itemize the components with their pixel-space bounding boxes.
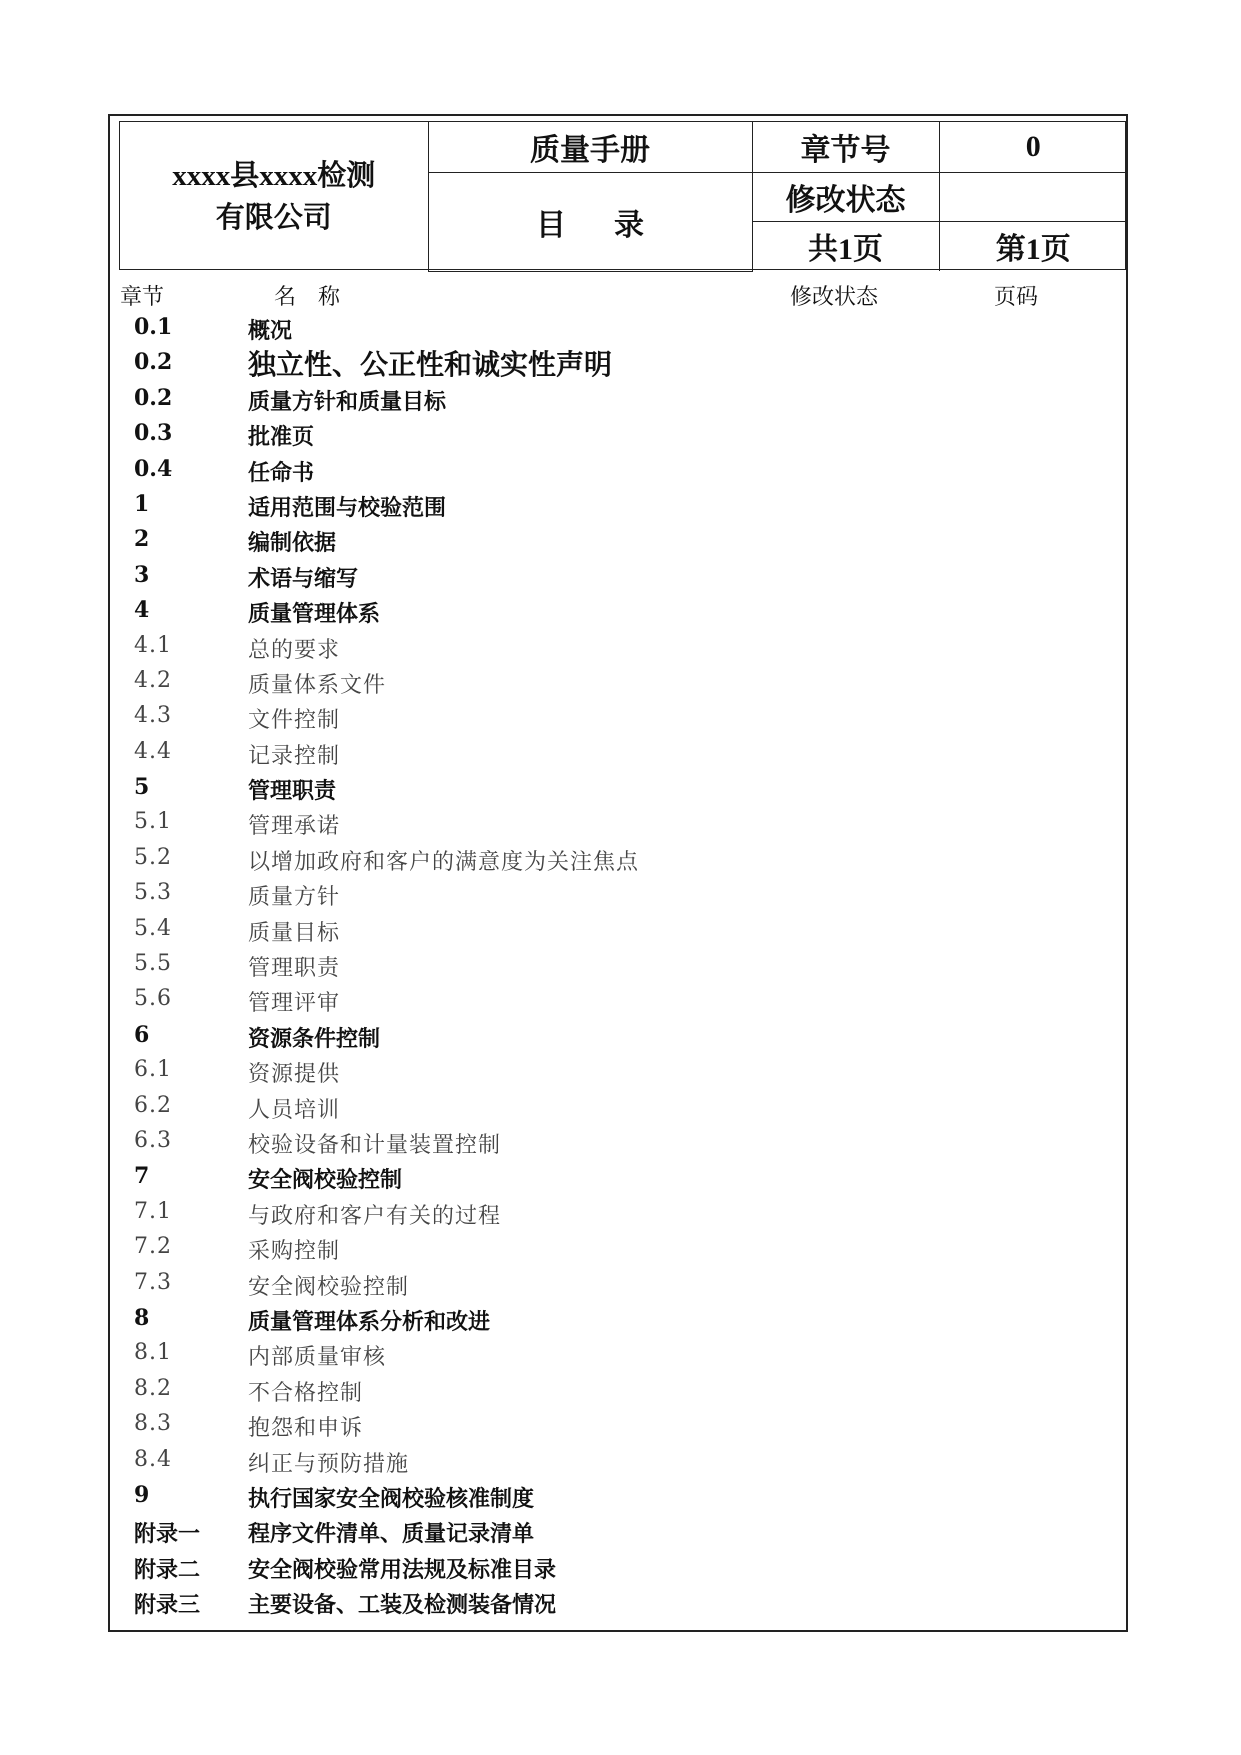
toc-entry-title: 编制依据 (248, 530, 337, 557)
toc-entry (110, 1515, 1126, 1550)
toc-entry-number: 7.1 (134, 1198, 172, 1224)
toc-entry (110, 1091, 1126, 1126)
toc-list (110, 312, 1126, 1621)
toc-entry-title: 任命书 (248, 459, 315, 486)
section-title-left: 目 (536, 208, 566, 242)
column-name: 名 称 (274, 285, 341, 310)
toc-entry-title: 校验设备和计量装置控制 (248, 1132, 502, 1158)
toc-entry (110, 312, 1126, 347)
toc-entry (110, 772, 1126, 807)
doc-title: 质量手册 (428, 122, 752, 172)
toc-entry (110, 843, 1126, 878)
toc-entry (110, 1020, 1126, 1055)
toc-entry (110, 1232, 1126, 1267)
toc-entry (110, 347, 1126, 382)
toc-entry-number: 附录一 (134, 1521, 201, 1548)
company-name-line2: 有限公司 (215, 201, 332, 234)
toc-entry-number: 0.2 (134, 384, 173, 411)
column-chapter: 章节 (120, 285, 165, 310)
toc-entry-number: 4.3 (134, 703, 172, 729)
toc-entry (110, 1055, 1126, 1090)
toc-entry-number: 4.4 (134, 738, 172, 764)
toc-entry-title: 质量管理体系 (248, 601, 381, 628)
toc-entry-title: 管理职责 (248, 778, 337, 805)
toc-entry-title: 管理承诺 (248, 814, 341, 840)
toc-entry (110, 383, 1126, 418)
toc-entry (110, 489, 1126, 524)
company-name-line1: xxxx县xxxx检测 (172, 159, 376, 192)
toc-entry (110, 1445, 1126, 1480)
toc-entry-number: 5.4 (134, 915, 172, 941)
toc-entry-title: 抱怨和申诉 (248, 1416, 364, 1442)
toc-entry-title: 批准页 (248, 424, 315, 451)
toc-entry-title: 采购控制 (248, 1239, 341, 1265)
toc-entry-number: 8.3 (134, 1411, 172, 1437)
toc-entry (110, 560, 1126, 595)
toc-entry-number: 7.2 (134, 1234, 172, 1260)
toc-entry-number: 2 (134, 526, 150, 553)
toc-entry-title: 人员培训 (248, 1097, 341, 1123)
toc-entry-number: 8.4 (134, 1446, 172, 1472)
toc-entry-number: 5 (134, 774, 150, 801)
toc-entry-number: 7 (134, 1163, 150, 1190)
toc-entry-number: 9 (134, 1481, 150, 1508)
toc-entry (110, 1480, 1126, 1515)
toc-entry-number: 8.2 (134, 1375, 172, 1401)
toc-entry-title: 资源提供 (248, 1062, 341, 1088)
toc-entry (110, 1409, 1126, 1444)
toc-entry-number: 6.1 (134, 1057, 172, 1083)
toc-entry-title: 独立性、公正性和诚实性声明 (248, 348, 613, 382)
toc-entry (110, 524, 1126, 559)
toc-entry-number: 0.2 (134, 349, 173, 376)
toc-entry-title: 以增加政府和客户的满意度为关注焦点 (248, 849, 640, 875)
toc-entry-title: 管理职责 (248, 956, 341, 982)
toc-entry-number: 附录二 (134, 1556, 201, 1583)
toc-entry-title: 文件控制 (248, 708, 341, 734)
toc-entry-title: 质量目标 (248, 920, 341, 946)
toc-entry-number: 6.3 (134, 1127, 172, 1153)
section-title-right: 录 (614, 208, 644, 242)
toc-entry (110, 807, 1126, 842)
toc-entry-title: 质量方针 (248, 885, 341, 911)
toc-entry (110, 1197, 1126, 1232)
toc-entry-title: 总的要求 (248, 637, 341, 663)
toc-entry-number: 附录三 (134, 1592, 201, 1619)
toc-entry (110, 737, 1126, 772)
toc-entry-number: 5.5 (134, 951, 172, 977)
toc-entry (110, 1303, 1126, 1338)
toc-entry (110, 595, 1126, 630)
revision-value (939, 172, 1127, 221)
toc-entry-title: 内部质量审核 (248, 1345, 387, 1371)
revision-label: 修改状态 (752, 172, 939, 221)
toc-entry-title: 质量体系文件 (248, 672, 387, 698)
toc-entry-title: 适用范围与校验范围 (248, 494, 447, 521)
column-revision: 修改状态 (790, 285, 879, 310)
toc-entry (110, 1126, 1126, 1161)
toc-entry-title: 执行国家安全阀校验核准制度 (248, 1485, 535, 1512)
toc-entry-number: 4 (134, 597, 150, 624)
toc-entry (110, 631, 1126, 666)
toc-entry-title: 术语与缩写 (248, 565, 359, 592)
toc-entry (110, 666, 1126, 701)
toc-entry-title: 资源条件控制 (248, 1025, 381, 1052)
toc-entry-title: 纠正与预防措施 (248, 1451, 410, 1477)
company-name (120, 122, 428, 271)
toc-entry (110, 984, 1126, 1019)
toc-entry-number: 0.4 (134, 455, 173, 482)
toc-entry (110, 1161, 1126, 1196)
toc-entry-title: 质量方针和质量目标 (248, 388, 447, 415)
toc-entry-number: 4.2 (134, 667, 172, 693)
chapter-no-value: 0 (939, 122, 1127, 172)
toc-entry-number: 5.3 (134, 880, 172, 906)
toc-entry-number: 6.2 (134, 1092, 172, 1118)
toc-entry-number: 8.1 (134, 1340, 172, 1366)
toc-entry-number: 5.6 (134, 986, 172, 1012)
toc-entry-title: 概况 (248, 318, 293, 344)
toc-entry-title: 主要设备、工装及检测装备情况 (248, 1592, 557, 1619)
document-frame (108, 114, 1128, 1632)
toc-entry (110, 1338, 1126, 1373)
toc-entry (110, 1374, 1126, 1409)
header-table (119, 121, 1126, 270)
toc-entry (110, 454, 1126, 489)
toc-entry-title: 质量管理体系分析和改进 (248, 1308, 491, 1335)
toc-entry-title: 安全阀校验控制 (248, 1167, 403, 1194)
toc-entry (110, 949, 1126, 984)
toc-entry (110, 418, 1126, 453)
toc-entry (110, 701, 1126, 736)
column-page: 页码 (994, 285, 1039, 310)
toc-entry-title: 安全阀校验常用法规及标准目录 (248, 1556, 557, 1583)
toc-entry-number: 3 (134, 561, 150, 588)
toc-entry (110, 914, 1126, 949)
toc-entry-title: 记录控制 (248, 743, 341, 769)
toc-entry-number: 5.2 (134, 844, 172, 870)
toc-entry (110, 1586, 1126, 1621)
toc-entry-number: 0.3 (134, 420, 173, 447)
toc-entry-number: 6 (134, 1021, 150, 1048)
toc-entry-title: 不合格控制 (248, 1380, 364, 1406)
toc-entry (110, 1551, 1126, 1586)
toc-entry-number: 0.1 (134, 314, 173, 340)
toc-entry-number: 5.1 (134, 809, 172, 835)
toc-column-headers (110, 276, 1126, 312)
toc-entry-number: 1 (134, 490, 150, 517)
chapter-no-label: 章节号 (752, 122, 939, 172)
toc-entry (110, 1268, 1126, 1303)
toc-entry-title: 管理评审 (248, 991, 341, 1017)
toc-entry (110, 878, 1126, 913)
toc-entry-number: 8 (134, 1304, 150, 1331)
toc-entry-title: 与政府和客户有关的过程 (248, 1203, 502, 1229)
total-pages: 共1页 (752, 221, 939, 271)
toc-entry-number: 4.1 (134, 632, 172, 658)
toc-entry-title: 程序文件清单、质量记录清单 (248, 1521, 535, 1548)
toc-entry-number: 7.3 (134, 1269, 172, 1295)
section-title (428, 172, 752, 271)
toc-entry-title: 安全阀校验控制 (248, 1274, 410, 1300)
page-number: 第1页 (939, 221, 1127, 271)
